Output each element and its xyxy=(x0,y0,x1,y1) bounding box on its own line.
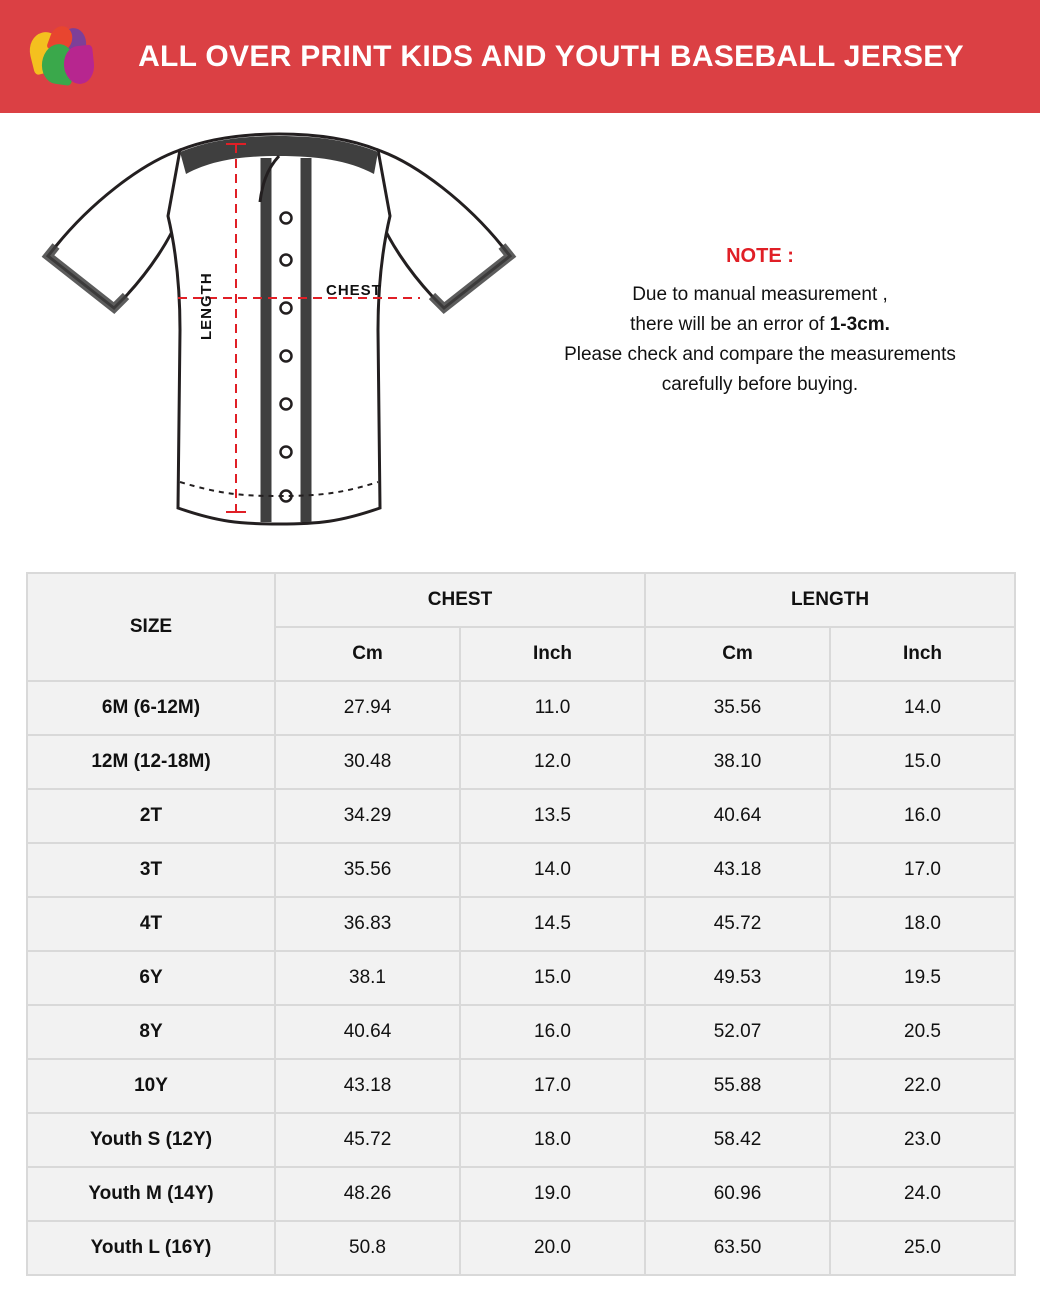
cell-length-cm: 40.64 xyxy=(645,789,830,843)
cell-size: 2T xyxy=(27,789,275,843)
cell-chest-inch: 12.0 xyxy=(460,735,645,789)
cell-chest-inch: 20.0 xyxy=(460,1221,645,1275)
cell-length-cm: 45.72 xyxy=(645,897,830,951)
cell-length-inch: 24.0 xyxy=(830,1167,1015,1221)
cell-chest-cm: 36.83 xyxy=(275,897,460,951)
table-row xyxy=(27,789,1015,843)
cell-chest-cm: 38.1 xyxy=(275,951,460,1005)
unit-chest-cm: Cm xyxy=(275,627,460,681)
table-row xyxy=(27,735,1015,789)
cell-length-cm: 55.88 xyxy=(645,1059,830,1113)
cell-chest-inch: 16.0 xyxy=(460,1005,645,1059)
cell-chest-inch: 15.0 xyxy=(460,951,645,1005)
header-size: SIZE xyxy=(27,573,275,681)
header-chest: CHEST xyxy=(275,573,645,627)
table-row xyxy=(27,951,1015,1005)
cell-chest-cm: 48.26 xyxy=(275,1167,460,1221)
cell-chest-inch: 19.0 xyxy=(460,1167,645,1221)
cell-chest-cm: 35.56 xyxy=(275,843,460,897)
cell-chest-cm: 34.29 xyxy=(275,789,460,843)
cell-length-inch: 15.0 xyxy=(830,735,1015,789)
cell-length-cm: 43.18 xyxy=(645,843,830,897)
cell-chest-cm: 45.72 xyxy=(275,1113,460,1167)
length-measure-label: LENGTH xyxy=(198,272,215,340)
note-error-range: 1-3cm. xyxy=(829,314,890,335)
cell-chest-cm: 50.8 xyxy=(275,1221,460,1275)
size-table xyxy=(26,572,1016,1276)
page-header xyxy=(0,0,1040,113)
cell-chest-inch: 14.5 xyxy=(460,897,645,951)
cell-length-cm: 63.50 xyxy=(645,1221,830,1275)
cell-length-inch: 18.0 xyxy=(830,897,1015,951)
cell-length-cm: 38.10 xyxy=(645,735,830,789)
note-line-1: Due to manual measurement , xyxy=(632,284,888,305)
cell-length-inch: 14.0 xyxy=(830,681,1015,735)
cell-chest-cm: 27.94 xyxy=(275,681,460,735)
page-title: ALL OVER PRINT KIDS AND YOUTH BASEBALL JERSEY xyxy=(138,39,964,73)
table-row xyxy=(27,897,1015,951)
cell-chest-inch: 11.0 xyxy=(460,681,645,735)
size-table-wrapper xyxy=(26,572,1014,1276)
note-line-3: Please check and compare the measurements xyxy=(564,344,956,365)
cell-size: Youth S (12Y) xyxy=(27,1113,275,1167)
unit-length-cm: Cm xyxy=(645,627,830,681)
unit-length-inch: Inch xyxy=(830,627,1015,681)
cell-size: 3T xyxy=(27,843,275,897)
table-group-header-row xyxy=(27,573,1015,627)
table-row xyxy=(27,843,1015,897)
cell-size: Youth M (14Y) xyxy=(27,1167,275,1221)
cell-size: 12M (12-18M) xyxy=(27,735,275,789)
cell-chest-inch: 14.0 xyxy=(460,843,645,897)
cell-length-inch: 16.0 xyxy=(830,789,1015,843)
cell-length-inch: 17.0 xyxy=(830,843,1015,897)
cell-length-inch: 22.0 xyxy=(830,1059,1015,1113)
table-row xyxy=(27,681,1015,735)
jersey-line-drawing-svg xyxy=(30,130,550,550)
cell-length-cm: 60.96 xyxy=(645,1167,830,1221)
cell-length-cm: 49.53 xyxy=(645,951,830,1005)
cell-chest-inch: 13.5 xyxy=(460,789,645,843)
note-line-2 xyxy=(500,310,1020,340)
note-block xyxy=(500,245,1020,400)
jersey-illustration xyxy=(30,130,550,550)
note-line-2-prefix: there will be an error of xyxy=(630,314,830,335)
cell-length-inch: 25.0 xyxy=(830,1221,1015,1275)
cell-size: 6Y xyxy=(27,951,275,1005)
cell-chest-cm: 40.64 xyxy=(275,1005,460,1059)
cell-length-cm: 52.07 xyxy=(645,1005,830,1059)
cell-length-inch: 20.5 xyxy=(830,1005,1015,1059)
cell-chest-inch: 18.0 xyxy=(460,1113,645,1167)
table-row xyxy=(27,1221,1015,1275)
cell-length-inch: 19.5 xyxy=(830,951,1015,1005)
cell-size: 6M (6-12M) xyxy=(27,681,275,735)
cell-length-cm: 35.56 xyxy=(645,681,830,735)
cell-size: 10Y xyxy=(27,1059,275,1113)
cell-length-cm: 58.42 xyxy=(645,1113,830,1167)
table-row xyxy=(27,1113,1015,1167)
note-title: NOTE : xyxy=(726,245,794,267)
cell-chest-cm: 43.18 xyxy=(275,1059,460,1113)
table-row xyxy=(27,1059,1015,1113)
cell-length-inch: 23.0 xyxy=(830,1113,1015,1167)
header-length: LENGTH xyxy=(645,573,1015,627)
note-line-4: carefully before buying. xyxy=(661,374,859,395)
cell-chest-cm: 30.48 xyxy=(275,735,460,789)
table-row xyxy=(27,1005,1015,1059)
cell-size: 8Y xyxy=(27,1005,275,1059)
chest-measure-label: CHEST xyxy=(326,282,382,299)
table-body xyxy=(27,681,1015,1275)
cell-chest-inch: 17.0 xyxy=(460,1059,645,1113)
cell-size: Youth L (16Y) xyxy=(27,1221,275,1275)
brand-logo-icon xyxy=(30,26,102,88)
table-row xyxy=(27,1167,1015,1221)
cell-size: 4T xyxy=(27,897,275,951)
unit-chest-inch: Inch xyxy=(460,627,645,681)
